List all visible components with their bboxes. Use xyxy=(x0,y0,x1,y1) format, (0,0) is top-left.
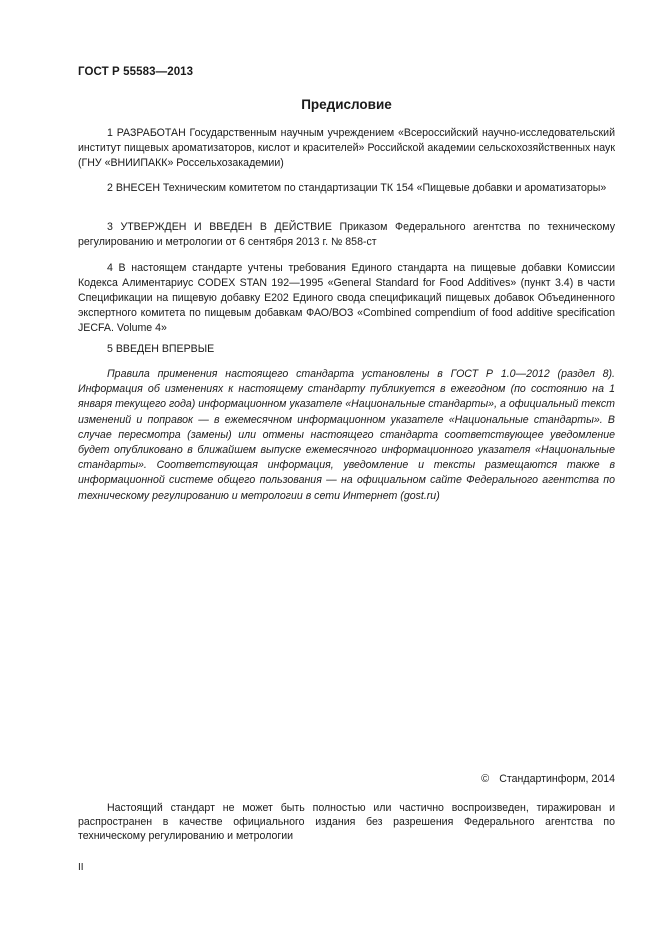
foreword-paragraph-2: 2 ВНЕСЕН Техническим комитетом по стандартизации ТК 154 «Пищевые добавки и ароматизаторы» xyxy=(107,182,607,194)
foreword-paragraph-4: 4 В настоящем стандарте учтены требования Единого стандарта на пищевые добавки Комиссии Кодекса Алиментариус CODEX STAN 192—1995 «General Standard for Food Additives» (пункт 3.4) в части Спецификации на пищевую добавку Е202 Единого свода спецификаций пищевых добавок Объединенного экспертного комитета по пищевым добавкам ФАО/ВОЗ «Combined compendium of food additive specification JECFA. Volume 4» xyxy=(78,262,615,334)
foreword-paragraph-1: 1 РАЗРАБОТАН Государственным научным учреждением «Всероссийский научно-исследовательский институт пищевых ароматизаторов, кислот и красителей» Российской академии сельскохозяйственных наук (ГНУ «ВНИИПАКК» Россельхозакадемии) xyxy=(78,127,615,169)
foreword-paragraph-5: 5 ВВЕДЕН ВПЕРВЫЕ xyxy=(107,343,215,355)
foreword-title: Предисловие xyxy=(301,97,392,112)
page-number: II xyxy=(78,862,84,873)
copyright-icon: © xyxy=(481,773,490,785)
standard-code: ГОСТ Р 55583—2013 xyxy=(78,66,194,78)
copyright-text: Стандартинформ, 2014 xyxy=(499,773,615,785)
rules-note: Правила применения настоящего стандарта установлены в ГОСТ Р 1.0—2012 (раздел 8). Информация об изменениях к настоящему стандарту публикуется в ежегодном (по состоянию на 1 января текущего года) информационном указателе «Национальные стандарты», а официальный текст изменений и поправок — в ежемесячном информационном указателе «Национальные стандарты». В случае пересмотра (замены) или отмены настоящего стандарта соответствующее уведомление будет опубликовано в ближайшем выпуске ежемесячного информационного указателя «Национальные стандарты». Соответствующая информация, уведомление и тексты размещаются также в информационной системе общего пользования — на официальном сайте Федерального агентства по техническому регулированию и метрологии в сети Интернет (gost.ru) xyxy=(78,368,615,502)
foreword-paragraph-3: 3 УТВЕРЖДЕН И ВВЕДЕН В ДЕЙСТВИЕ Приказом Федерального агентства по техническому регулированию и метрологии от 6 сентября 2013 г. № 858-ст xyxy=(78,221,615,248)
copyright-line xyxy=(481,773,615,785)
reproduction-notice: Настоящий стандарт не может быть полностью или частично воспроизведен, тиражирован и распространен в качестве официального издания без разрешения Федерального агентства по техническому регулированию и метрологии xyxy=(78,802,615,842)
